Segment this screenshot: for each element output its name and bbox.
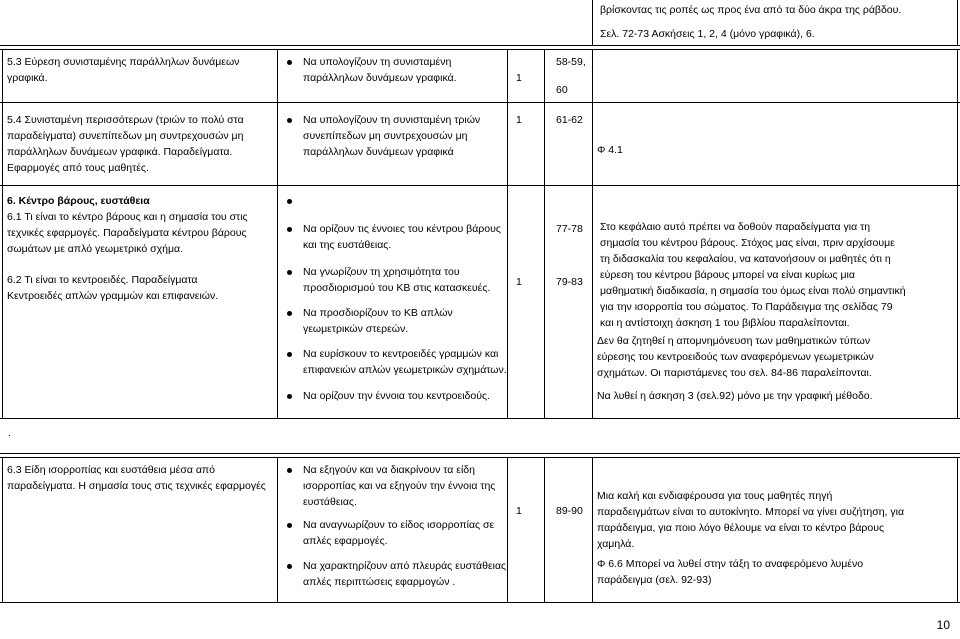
row1-topic-line1: 5.3 Εύρεση συνισταμένης παράλληλων δυνάμεων xyxy=(7,56,240,68)
row2-topic-line4: Εφαρμογές από τους μαθητές. xyxy=(7,162,149,174)
row2-goal-line2: συνεπίπεδων μη συντρεχουσών μη xyxy=(303,130,468,142)
bullet-icon xyxy=(287,199,292,204)
row1-hours: 1 xyxy=(516,72,522,84)
row3-goal1-line1: Να ορίζουν τις έννοιες του κέντρου βάρους xyxy=(303,223,501,235)
row4-note-5: Φ 6.6 Μπορεί να λυθεί στην τάξη το αναφερόμενο λυμένο xyxy=(597,558,864,570)
col-divider-3 xyxy=(544,49,545,419)
row4-goal2-line1: Να αναγνωρίζουν το είδος ισορροπίας σε xyxy=(303,519,495,531)
row3-pages-1: 77-78 xyxy=(556,223,583,235)
row2-goal-line1: Να υπολογίζουν τη συνισταμένη τριών xyxy=(303,114,481,126)
bullet-icon xyxy=(287,523,292,528)
row3-note-2: σημασία του κέντρου βάρους. Στόχος μας είναι, πριν αρχίσουμε xyxy=(600,237,895,249)
col-divider-2b xyxy=(507,457,508,603)
row3-topic-title: 6. Κέντρο βάρους, ευστάθεια xyxy=(7,195,150,207)
row3-topic-line5: 6.2 Τι είναι το κεντροειδές. Παραδείγματα xyxy=(7,274,198,286)
row3-goal4-line1: Να ευρίσκουν το κεντροειδές γραμμών και xyxy=(303,348,499,360)
row3-note-1: Στο κεφάλαιο αυτό πρέπει να δοθούν παραδείγματα για τη xyxy=(600,221,871,233)
row4-goal1-line3: ευστάθειας. xyxy=(303,496,357,508)
row2-hours: 1 xyxy=(516,114,522,126)
col-divider-0b xyxy=(2,457,3,603)
row3-note-11: Να λυθεί η άσκηση 3 (σελ.92) μόνο με την γραφική μέθοδο. xyxy=(597,390,873,402)
row4-topic-line1: 6.3 Είδη ισορροπίας και ευστάθεια μέσα από xyxy=(7,464,215,476)
bullet-icon xyxy=(287,468,292,473)
row1-topic-line2: γραφικά. xyxy=(7,72,48,84)
row-dot: . xyxy=(8,427,11,439)
col-divider-1 xyxy=(277,49,278,419)
col-divider-4b xyxy=(592,457,593,603)
row3-hours: 1 xyxy=(516,276,522,288)
row3-topic-line2: τεχνικές εφαρμογές. Παραδείγματα κέντρου βάρους xyxy=(7,227,247,239)
row4-pages: 89-90 xyxy=(556,505,583,517)
row3-goal2-line1: Να γνωρίζουν τη χρησιμότητα του xyxy=(303,266,460,278)
bullet-icon xyxy=(287,311,292,316)
row3-topic-line1: 6.1 Τι είναι το κέντρο βάρους και η σημασία του στις xyxy=(7,211,248,223)
col-divider-5 xyxy=(957,49,958,419)
row4-note-1: Μια καλή και ενδιαφέρουσα για τους μαθητές πηγή xyxy=(597,490,833,502)
row3-note-4: εύρεση του κέντρου βάρους μπορεί να είναι κυρίως μια xyxy=(600,269,855,281)
bullet-icon xyxy=(287,118,292,123)
row2-topic-line1: 5.4 Συνισταμένη περισσότερων (τριών το πολύ στα xyxy=(7,114,244,126)
row2-goal-line3: παράλληλων δυνάμεων γραφικά xyxy=(303,146,454,158)
row1-pages-line1: 58-59, xyxy=(556,56,586,68)
row3-note-3: τη διδασκαλία του κεφαλαίου, να κατανοήσουν οι μαθητές ότι η xyxy=(600,253,891,265)
row3-note-8: Δεν θα ζητηθεί η απομνημόνευση των μαθηματικών τύπων xyxy=(597,335,871,347)
row3-note-6: για την ισορροπία του σώματος. Το Παράδειγμα της σελίδας 79 xyxy=(600,301,893,313)
bullet-icon xyxy=(287,60,292,65)
rule-row2 xyxy=(0,102,960,103)
row4-note-6: παράδειγμα (σελ. 92-93) xyxy=(597,574,712,586)
col-divider-2 xyxy=(507,49,508,419)
row2-topic-line3: παράλληλων δυνάμεων γραφικά. Παραδείγματα. xyxy=(7,146,233,158)
row3-topic-line6: Κεντροειδές απλών γραμμών και επιφανειών. xyxy=(7,290,219,302)
rule-top xyxy=(0,45,960,46)
top-note-2: Σελ. 72-73 Ασκήσεις 1, 2, 4 (μόνο γραφικά), 6. xyxy=(600,28,815,40)
row4-goal3-line1: Να χαρακτηρίζουν από πλευράς ευστάθειας xyxy=(303,560,507,572)
row3-goal2-line2: προσδιορισμού του ΚΒ στις κατασκευές. xyxy=(303,282,491,294)
col-divider-right-top2 xyxy=(957,0,958,46)
bullet-icon xyxy=(287,394,292,399)
rule-row1 xyxy=(0,49,960,50)
row2-topic-line2: παραδείγματα) συνεπίπεδων μη συντρεχουσών μη xyxy=(7,130,244,142)
row3-note-7: και η αντίστοιχη άσκηση 1 του βιβλίου παραλείπονται. xyxy=(600,317,850,329)
rule-row6 xyxy=(0,457,960,458)
row4-goal3-line2: απλές περιπτώσεις εφαρμογών . xyxy=(303,576,456,588)
row1-goal-line1: Να υπολογίζουν τη συνισταμένη xyxy=(303,56,452,68)
row4-topic-line2: παραδείγματα. Η σημασία τους στις τεχνικές εφαρμογές xyxy=(7,480,266,492)
row3-goal3-line2: γεωμετρικών στερεών. xyxy=(303,323,409,335)
row1-pages-line2: 60 xyxy=(556,84,568,96)
row2-note: Φ 4.1 xyxy=(597,144,623,156)
row3-note-5: μαθηματική διαδικασία, η σημασία του όμως είναι πολύ σημαντική xyxy=(600,285,906,297)
row3-goal5-line1: Να ορίζουν την έννοια του κεντροειδούς. xyxy=(303,390,490,402)
row3-topic-line3: σωμάτων με απλό γεωμετρικό σχήμα. xyxy=(7,243,184,255)
col-divider-3b xyxy=(544,457,545,603)
col-divider-4 xyxy=(592,49,593,419)
row4-note-2: παραδειγμάτων είναι το αυτοκίνητο. Μπορεί να γίνει συζήτηση, για xyxy=(597,506,905,518)
row4-goal1-line2: ισορροπίας και να εξηγούν την έννοια της xyxy=(303,480,496,492)
row2-pages: 61-62 xyxy=(556,114,583,126)
row3-note-10: σχημάτων. Οι παριστάμενες του σελ. 84-86 παραλείπονται. xyxy=(597,367,872,379)
top-note-1: βρίσκοντας τις ροπές ως προς ένα από τα δύο άκρα της ράβδου. xyxy=(600,4,902,16)
row3-goal4-line2: επιφανειών απλών γεωμετρικών σχημάτων. xyxy=(303,364,507,376)
row3-goal3-line1: Να προσδιορίζουν το ΚΒ απλών xyxy=(303,307,453,319)
bullet-icon xyxy=(287,352,292,357)
rule-row3 xyxy=(0,185,960,186)
col-divider-1b xyxy=(277,457,278,603)
row4-goal1-line1: Να εξηγούν και να διακρίνουν τα είδη xyxy=(303,464,475,476)
row4-note-3: παράδειγμα, για ποιο λόγο θέλουμε να είναι το κέντρο βάρους xyxy=(597,522,885,534)
row4-note-4: χαμηλά. xyxy=(597,538,635,550)
bullet-icon xyxy=(287,227,292,232)
row3-note-9: εύρεσης του κεντροειδούς των αναφερόμενων γεωμετρικών xyxy=(597,351,874,363)
row1-goal-line2: παράλληλων δυνάμεων γραφικά. xyxy=(303,72,457,84)
page-number: 10 xyxy=(936,618,950,632)
bullet-icon xyxy=(287,270,292,275)
rule-row5 xyxy=(0,453,960,454)
rule-row4 xyxy=(0,418,960,419)
bullet-icon xyxy=(287,564,292,569)
row4-goal2-line2: απλές εφαρμογές. xyxy=(303,535,388,547)
row4-hours: 1 xyxy=(516,505,522,517)
rule-bottom xyxy=(0,602,960,603)
col-divider-right-top xyxy=(592,0,593,46)
row3-pages-2: 79-83 xyxy=(556,276,583,288)
col-divider-0 xyxy=(2,49,3,419)
col-divider-5b xyxy=(957,457,958,603)
row3-goal1-line2: και της ευστάθειας. xyxy=(303,239,392,251)
